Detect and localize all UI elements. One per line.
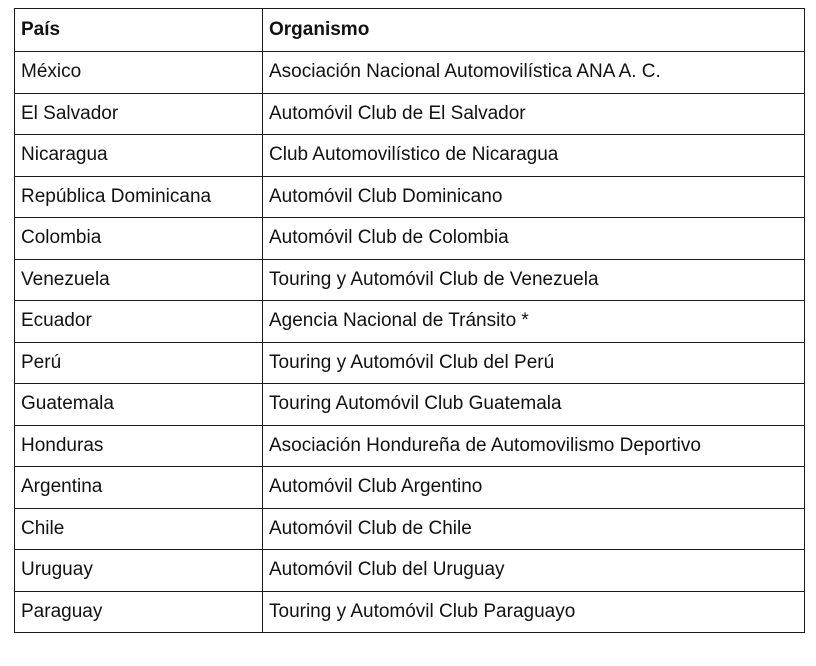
cell-organization: Asociación Nacional Automovilística ANA A. C. [263, 52, 805, 94]
cell-organization: Touring y Automóvil Club Paraguayo [263, 591, 805, 633]
cell-organization: Asociación Hondureña de Automovilismo Deportivo [263, 425, 805, 467]
organizations-table [14, 8, 805, 633]
cell-organization: Automóvil Club de Chile [263, 508, 805, 550]
cell-country: Colombia [15, 218, 263, 260]
cell-country: Perú [15, 342, 263, 384]
cell-organization: Touring y Automóvil Club del Perú [263, 342, 805, 384]
table-row [15, 467, 805, 509]
cell-organization: Automóvil Club del Uruguay [263, 550, 805, 592]
header-pais: País [15, 9, 263, 52]
cell-organization: Touring y Automóvil Club de Venezuela [263, 259, 805, 301]
cell-country: Ecuador [15, 301, 263, 343]
table-row [15, 135, 805, 177]
organizations-table-container [14, 8, 805, 633]
cell-organization: Club Automovilístico de Nicaragua [263, 135, 805, 177]
cell-country: Guatemala [15, 384, 263, 426]
cell-country: El Salvador [15, 93, 263, 135]
cell-organization: Agencia Nacional de Tránsito * [263, 301, 805, 343]
table-row [15, 301, 805, 343]
cell-organization: Automóvil Club de Colombia [263, 218, 805, 260]
table-row [15, 52, 805, 94]
table-row [15, 93, 805, 135]
table-row [15, 591, 805, 633]
cell-country: Honduras [15, 425, 263, 467]
cell-country: República Dominicana [15, 176, 263, 218]
table-row [15, 218, 805, 260]
cell-country: Uruguay [15, 550, 263, 592]
table-row [15, 550, 805, 592]
cell-country: Chile [15, 508, 263, 550]
cell-country: Paraguay [15, 591, 263, 633]
cell-country: Nicaragua [15, 135, 263, 177]
table-row [15, 259, 805, 301]
cell-country: Argentina [15, 467, 263, 509]
cell-country: Venezuela [15, 259, 263, 301]
table-row [15, 508, 805, 550]
cell-organization: Automóvil Club de El Salvador [263, 93, 805, 135]
cell-organization: Automóvil Club Argentino [263, 467, 805, 509]
cell-organization: Touring Automóvil Club Guatemala [263, 384, 805, 426]
table-row [15, 384, 805, 426]
table-row [15, 176, 805, 218]
table-row [15, 342, 805, 384]
cell-country: México [15, 52, 263, 94]
header-organismo: Organismo [263, 9, 805, 52]
cell-organization: Automóvil Club Dominicano [263, 176, 805, 218]
table-row [15, 425, 805, 467]
table-header-row [15, 9, 805, 52]
